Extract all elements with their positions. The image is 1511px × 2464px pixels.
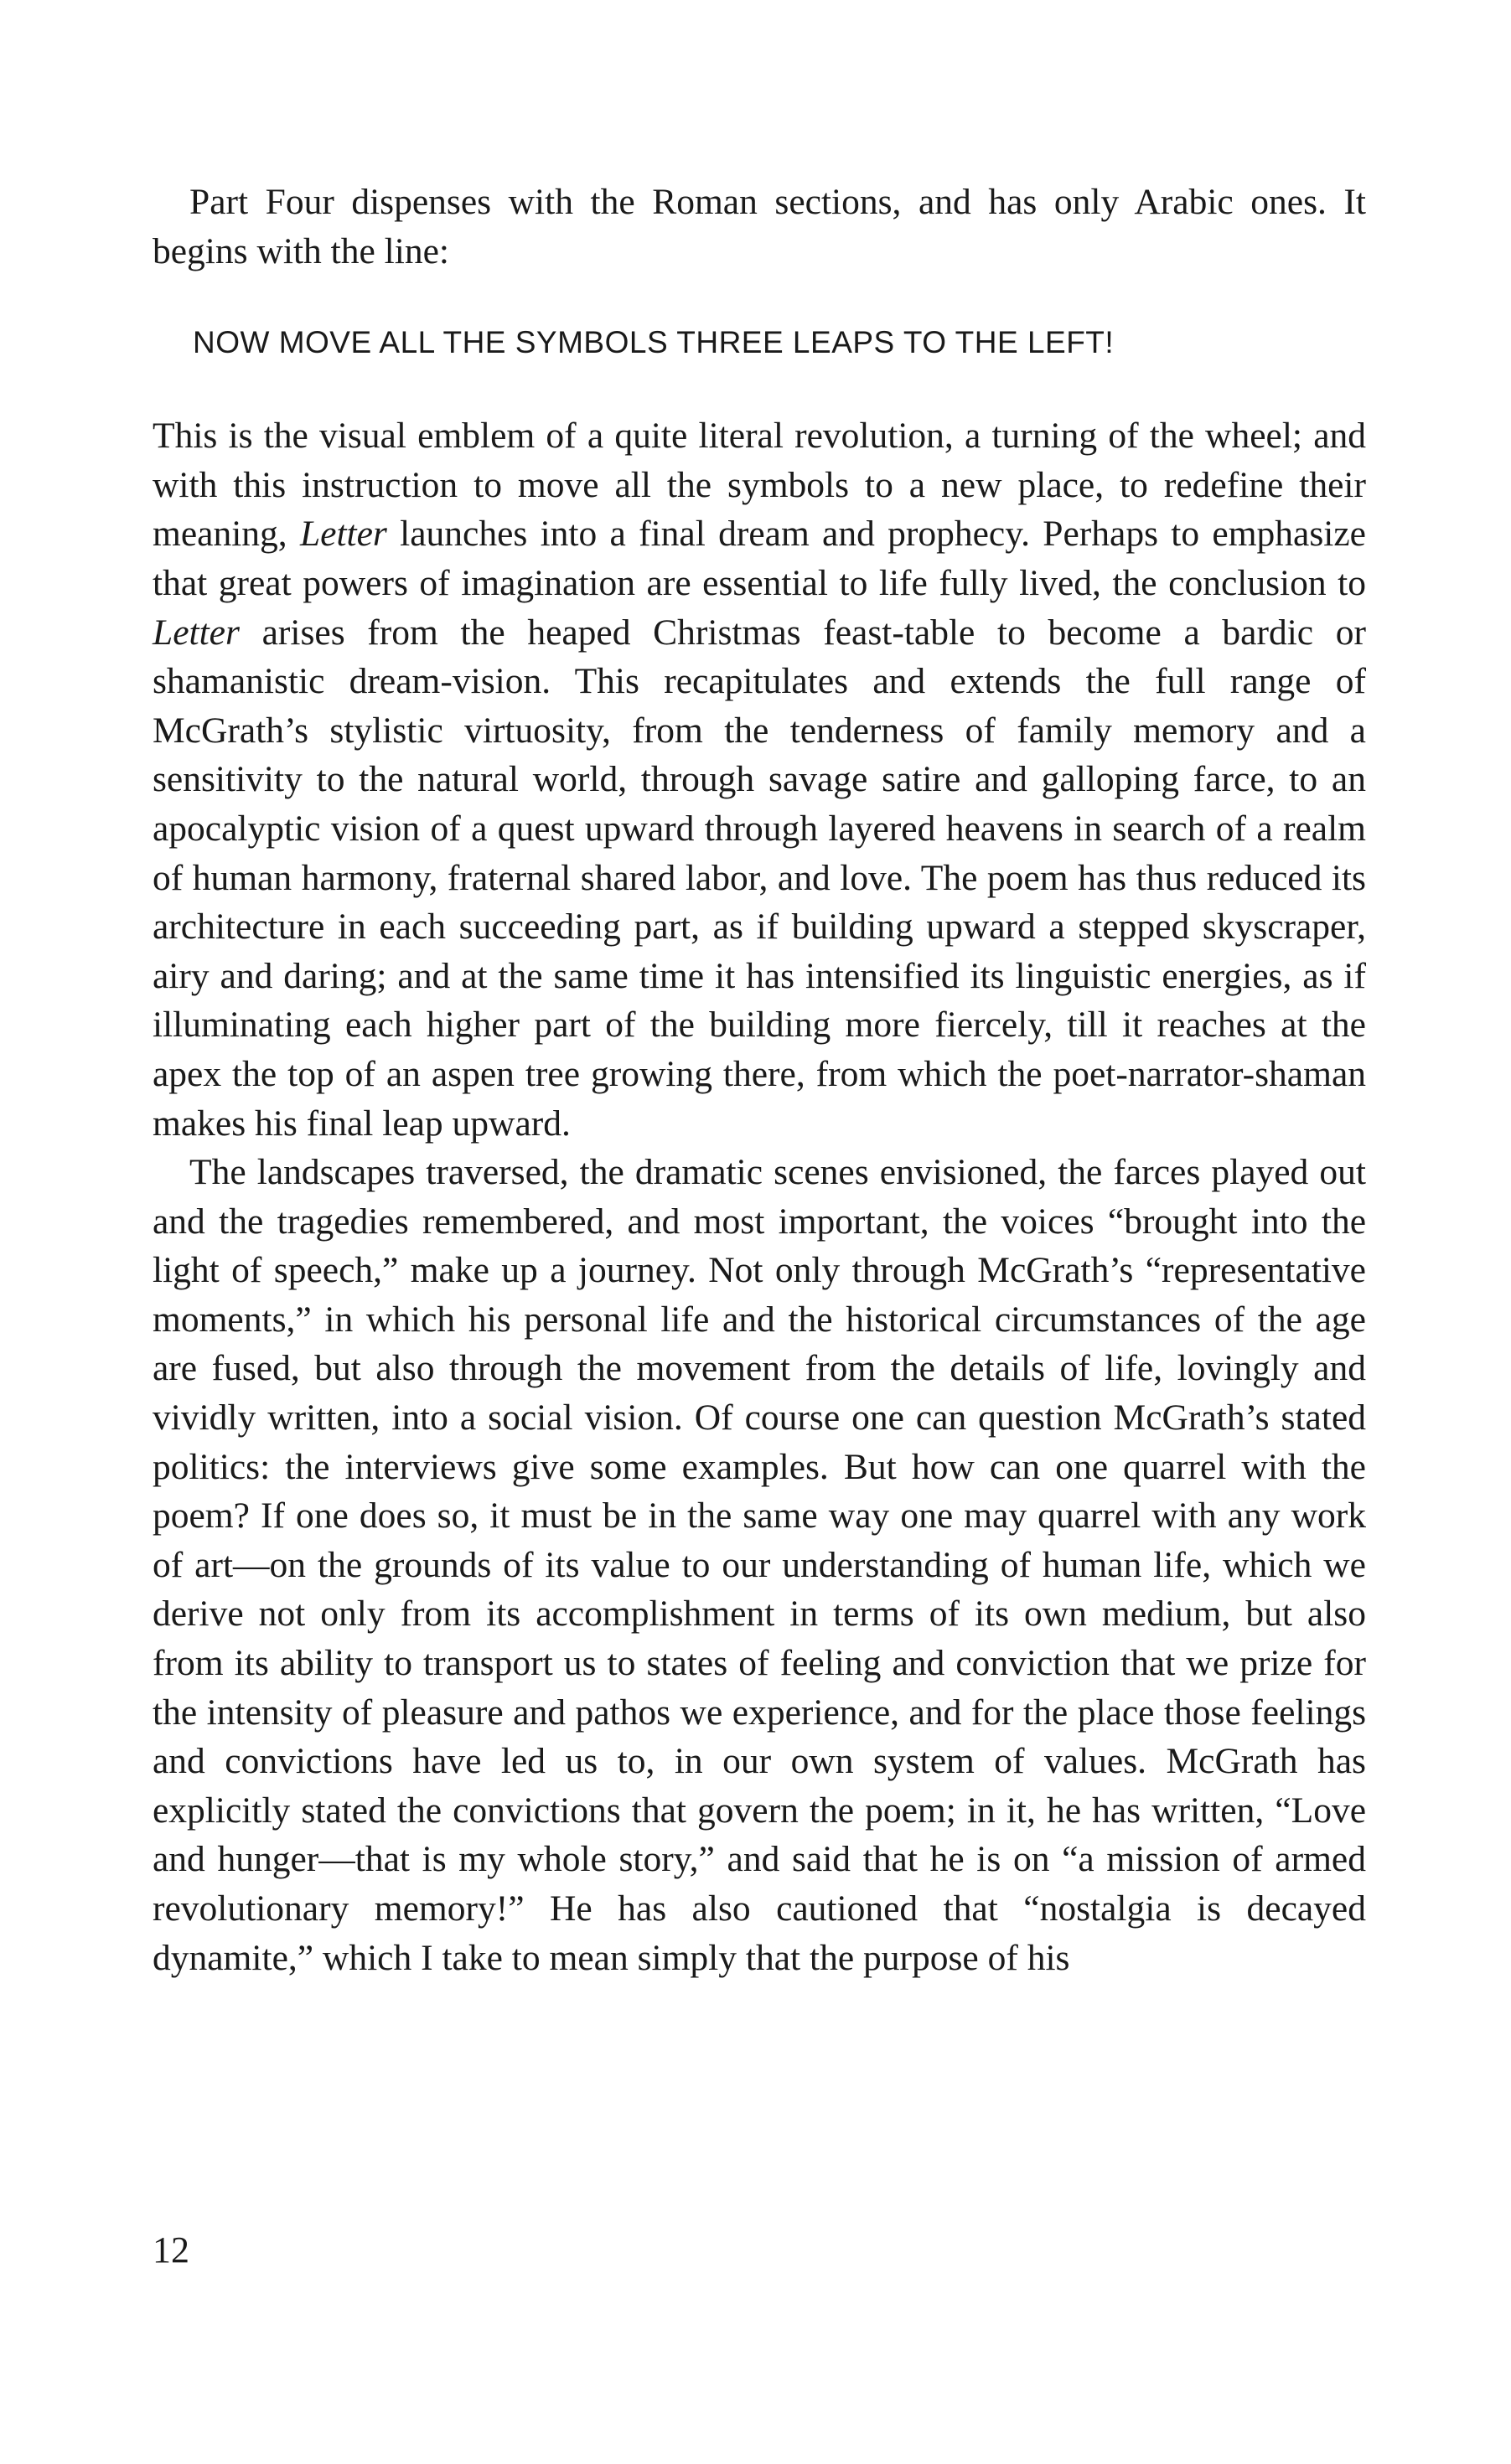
book-title-letter: Letter: [153, 612, 240, 653]
paragraph-revolution: [153, 411, 1366, 1148]
page-body: [153, 178, 1366, 1982]
page-number: 12: [153, 2229, 189, 2270]
paragraph-revolution-text-b: launches into a final dream and prophecy. Perhaps to emphasize that great powers of imagination are essential to life fully lived, the conclusion to: [153, 514, 1366, 603]
paragraph-landscapes: [153, 1148, 1366, 1982]
paragraph-intro: [153, 178, 1366, 276]
book-title-letter: Letter: [299, 514, 387, 555]
paragraph-intro-text: Part Four dispenses with the Roman sections, and has only Arabic ones. It begins with the line:: [153, 182, 1366, 271]
paragraph-revolution-text-a: This is the visual emblem of a quite literal revolution, a turning of the wheel; and with this instruction to move all the symbols to a new place, to redefine their meaning,: [153, 416, 1366, 555]
paragraph-revolution-text-c: arises from the heaped Christmas feast-table to become a bardic or shamanistic dream-vision. This recapitulates and extends the full range of McGrath’s stylistic virtuosity, from the tenderness of family memory and a sensitivity to the natural world, through savage satire and galloping farce, to an apocalyptic vision of a quest upward through layered heavens in search of a realm of human harmony, fraternal shared labor, and love. The poem has thus reduced its architecture in each succeeding part, as if building upward a stepped skyscraper, airy and daring; and at the same time it has intensified its linguistic energies, as if illuminating each higher part of the building more fiercely, till it reaches at the apex the top of an aspen tree growing there, from which the poet-narrator-shaman makes his final leap upward.: [153, 612, 1366, 1144]
quoted-line: NOW MOVE ALL THE SYMBOLS THREE LEAPS TO THE LEFT!: [193, 325, 1115, 360]
paragraph-landscapes-text: The landscapes traversed, the dramatic scenes envisioned, the farces played out and the tragedies remembered, and most important, the voices “brought into the light of speech,” make up a journey. Not only through McGrath’s “representative moments,” in which his personal life and the historical circumstances of the age are fused, but also through the movement from the details of life, lovingly and vividly written, into a social vision. Of course one can question McGrath’s stated politics: the interviews give some examples. But how can one quarrel with the poem? If one does so, it must be in the same way one may quarrel with any work of art—on the grounds of its value to our understanding of human life, which we derive not only from its accomplishment in terms of its own medium, but also from its ability to transport us to states of feeling and conviction that we prize for the intensity of pleasure and pathos we experience, and for the place those feelings and convictions have led us to, in our own system of values. McGrath has explicitly stated the convictions that govern the poem; in it, he has written, “Love and hunger—that is my whole story,” and said that he is on “a mission of armed revolutionary memory!” He has also cautioned that “nostalgia is decayed dynamite,” which I take to mean simply that the purpose of his: [153, 1152, 1366, 1978]
